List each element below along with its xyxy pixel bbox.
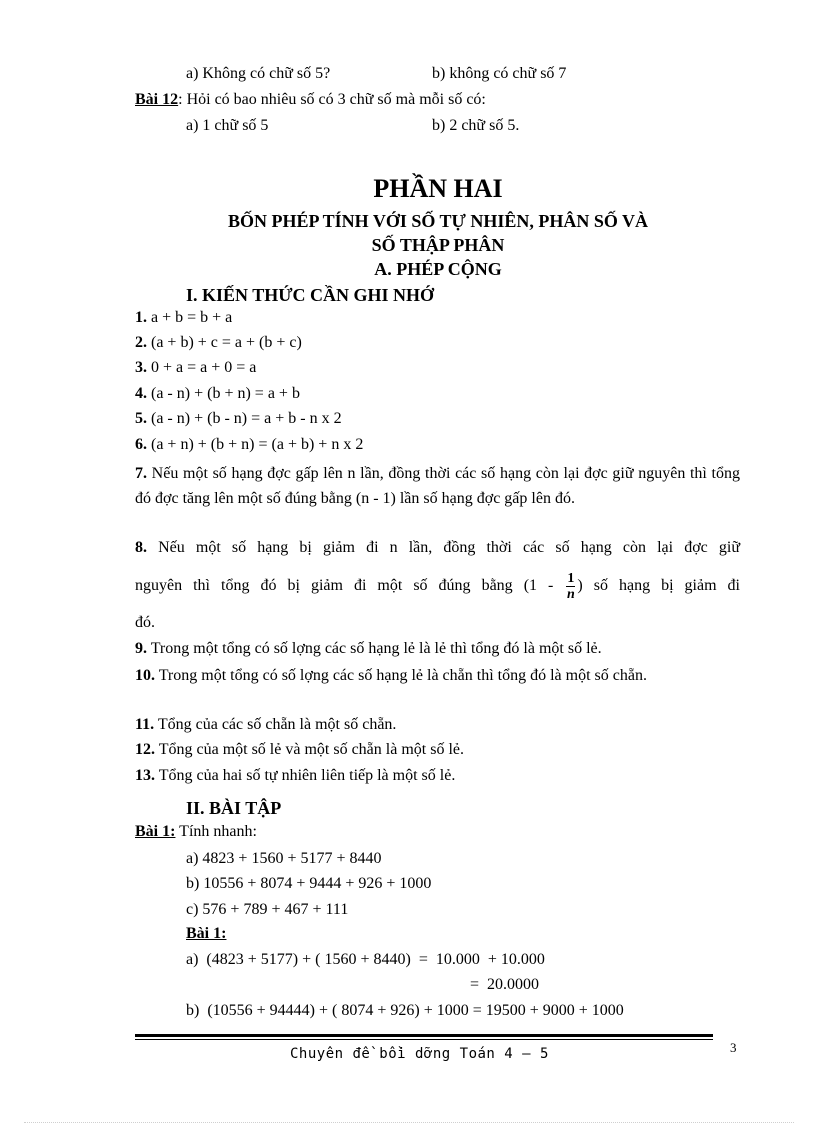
rule-8-line3: đó. bbox=[135, 614, 155, 631]
solution-b: b) (10556 + 94444) + ( 8074 + 926) + 1000 = 19500 + 9000 + 1000 bbox=[186, 1002, 624, 1019]
rule-number: 5. bbox=[135, 410, 147, 427]
exercise-11a: a) Không có chữ số 5? bbox=[186, 65, 331, 82]
part-subtitle-line2: SỐ THẬP PHÂN bbox=[371, 235, 505, 255]
rule-text: (a - n) + (b + n) = a + b bbox=[147, 385, 300, 402]
exercise-1a: a) 4823 + 1560 + 5177 + 8440 bbox=[186, 850, 382, 867]
exercise-1-label: Bài 1: bbox=[135, 823, 176, 840]
rule-11 bbox=[135, 715, 396, 735]
rule-number: 3. bbox=[135, 359, 147, 376]
rule-7 bbox=[135, 461, 740, 511]
exercise-12a: a) 1 chữ số 5 bbox=[186, 117, 269, 134]
knowledge-heading: I. KIẾN THỨC CẦN GHI NHỚ bbox=[186, 285, 435, 305]
rule-8-line2 bbox=[135, 566, 740, 646]
footer-text: Chuyên đề bồi dỡng Toán 4 – 5 bbox=[290, 1046, 549, 1062]
rule-text: Nếu một số hạng bị giảm đi n lần, đồng thời các số hạng còn lại đợc giữ bbox=[147, 539, 740, 556]
rule-number: 8. bbox=[135, 539, 147, 556]
rule-text: nguyên thì tổng đó bị giảm đi một số đúng bằng (1 - bbox=[135, 577, 554, 594]
rule-number: 11. bbox=[135, 716, 155, 733]
rule-12 bbox=[135, 740, 464, 760]
exercise-12b: b) 2 chữ số 5. bbox=[432, 117, 520, 134]
footer-rule-thin bbox=[135, 1039, 713, 1040]
rule-2 bbox=[135, 333, 302, 353]
rule-number: 1. bbox=[135, 309, 147, 326]
rule-number: 9. bbox=[135, 640, 147, 657]
rule-number: 12. bbox=[135, 741, 155, 758]
solution-a-line1: a) (4823 + 5177) + ( 1560 + 8440) = 10.000 + 10.000 bbox=[186, 951, 545, 968]
rule-number: 13. bbox=[135, 767, 155, 784]
rule-text: Tổng của một số lẻ và một số chẵn là một số lẻ. bbox=[155, 741, 464, 758]
exercise-12-text: : Hỏi có bao nhiêu số có 3 chữ số mà mỗi số có: bbox=[178, 91, 486, 108]
rule-text: (a - n) + (b - n) = a + b - n x 2 bbox=[147, 410, 342, 427]
rule-6 bbox=[135, 435, 363, 455]
rule-5 bbox=[135, 409, 342, 429]
rule-9 bbox=[135, 639, 602, 659]
rule-text: (a + n) + (b + n) = (a + b) + n x 2 bbox=[147, 436, 364, 453]
part-subtitle-line1: BỐN PHÉP TÍNH VỚI SỐ TỰ NHIÊN, PHÂN SỐ VÀ bbox=[227, 211, 649, 231]
rule-4 bbox=[135, 384, 300, 404]
exercise-1b: b) 10556 + 8074 + 9444 + 926 + 1000 bbox=[186, 875, 432, 892]
page-number: 3 bbox=[730, 1040, 737, 1055]
rule-10 bbox=[135, 664, 740, 688]
exercise-12 bbox=[135, 90, 486, 110]
exercise-12-label: Bài 12 bbox=[135, 91, 179, 108]
section-title: A. PHÉP CỘNG bbox=[374, 259, 502, 279]
fraction-1-over-n bbox=[566, 571, 575, 602]
solution-label: Bài 1: bbox=[186, 925, 227, 942]
rule-number: 4. bbox=[135, 385, 147, 402]
rule-text: Tổng của hai số tự nhiên liên tiếp là một số lẻ. bbox=[155, 767, 456, 784]
rule-number: 2. bbox=[135, 334, 147, 351]
rule-text: a + b = b + a bbox=[147, 309, 233, 326]
rule-1 bbox=[135, 308, 232, 328]
exercises-heading: II. BÀI TẬP bbox=[186, 798, 282, 818]
rule-number: 7. bbox=[135, 465, 147, 482]
rule-number: 6. bbox=[135, 436, 147, 453]
exercise-11b: b) không có chữ số 7 bbox=[432, 65, 567, 82]
rule-number: 10. bbox=[135, 667, 155, 684]
fraction-denominator: n bbox=[566, 586, 575, 602]
rule-text: Tổng của các số chẵn là một số chẵn. bbox=[154, 716, 397, 733]
footer-rule-thick bbox=[135, 1034, 713, 1037]
rule-text: (a + b) + c = a + (b + c) bbox=[147, 334, 302, 351]
solution-a-line2: = 20.0000 bbox=[470, 976, 540, 993]
fraction-numerator: 1 bbox=[567, 570, 575, 586]
rule-13 bbox=[135, 766, 455, 786]
exercise-1 bbox=[135, 822, 257, 842]
exercise-1-text: Tính nhanh: bbox=[175, 823, 257, 840]
rule-3 bbox=[135, 358, 256, 378]
rule-text: 0 + a = a + 0 = a bbox=[147, 359, 257, 376]
exercise-1c: c) 576 + 789 + 467 + 111 bbox=[186, 901, 349, 918]
rule-text: ) số hạng bị giảm đi bbox=[577, 577, 740, 594]
rule-text: Nếu một số hạng đợc gấp lên n lần, đồng thời các số hạng còn lại đợc giữ nguyên thì tổng đó đợc tăng lên một số đúng bằng (n - 1) lần số hạng đợc gấp lên đó. bbox=[135, 465, 740, 507]
part-title: PHẦN HAI bbox=[373, 174, 503, 203]
rule-text: Trong một tổng có số lợng các số hạng lẻ là chẵn thì tổng đó là một số chẵn. bbox=[155, 667, 647, 684]
rule-text: Trong một tổng có số lợng các số hạng lẻ là lẻ thì tổng đó là một số lẻ. bbox=[147, 640, 602, 657]
